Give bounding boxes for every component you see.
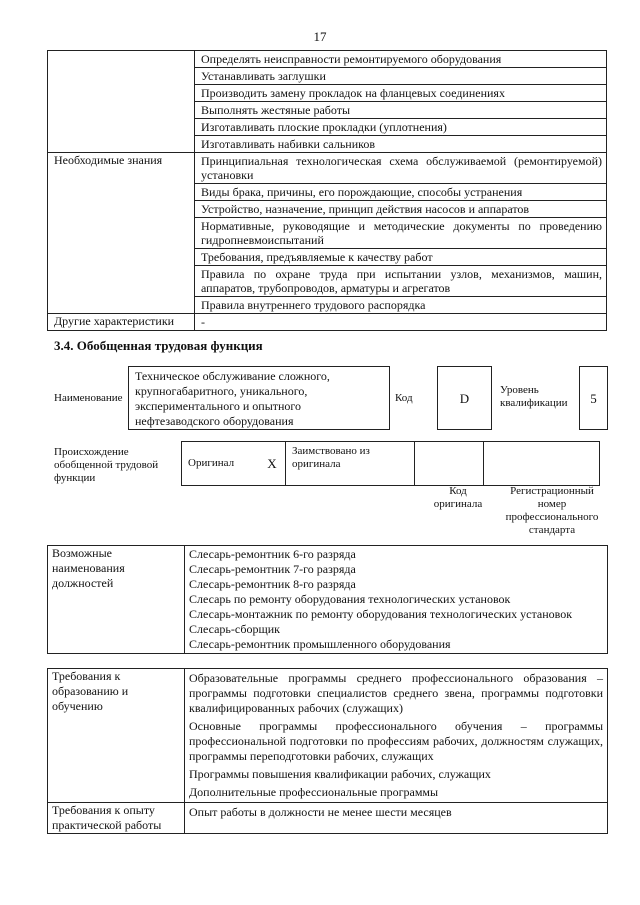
knowledge-item: Правила внутреннего трудового распорядка bbox=[195, 297, 607, 314]
positions-table bbox=[47, 545, 608, 654]
original-label: Оригинал bbox=[182, 442, 260, 486]
position-item: Слесарь-ремонтник промышленного оборудования bbox=[189, 637, 451, 651]
code-value: D bbox=[437, 366, 492, 430]
skill-item: Определять неисправности ремонтируемого оборудования bbox=[195, 51, 607, 68]
education-label: Требования к образованию и обучению bbox=[48, 669, 185, 803]
skill-item: Изготавливать набивки сальников bbox=[195, 136, 607, 153]
code-label: Код bbox=[395, 392, 413, 404]
skill-item: Выполнять жестяные работы bbox=[195, 102, 607, 119]
skill-item: Устанавливать заглушки bbox=[195, 68, 607, 85]
education-item: Основные программы профессионального обучения – программы профессиональной подготовки по профессиям рабочих, должностям служащих, программы переподготовки рабочих, служащих bbox=[189, 719, 603, 763]
education-item: Программы повышения квалификации рабочих, служащих bbox=[189, 767, 491, 781]
knowledge-label: Необходимые знания bbox=[48, 153, 195, 314]
knowledge-item: Устройство, назначение, принцип действия насосов и аппаратов bbox=[195, 201, 607, 218]
education-item: Дополнительные профессиональные программы bbox=[189, 785, 439, 799]
knowledge-item: Принципиальная технологическая схема обслуживаемой (ремонтируемой) установки bbox=[195, 153, 607, 184]
original-code-caption: Код оригинала bbox=[433, 485, 483, 510]
knowledge-item: Правила по охране труда при испытании узлов, механизмов, машин, аппаратов, трубопроводов, арматуры и агрегатов bbox=[195, 266, 607, 297]
knowledge-item: Требования, предъявляемые к качеству работ bbox=[195, 249, 607, 266]
position-item: Слесарь-ремонтник 8-го разряда bbox=[189, 577, 356, 591]
positions-label: Возможные наименования должностей bbox=[48, 546, 185, 654]
registration-number-caption: Регистрационный номер профессионального стандарта bbox=[505, 485, 599, 536]
section-title: 3.4. Обобщенная трудовая функция bbox=[54, 338, 263, 353]
knowledge-item: Нормативные, руководящие и методические документы по проведению гидропневмоиспытаний bbox=[195, 218, 607, 249]
level-value: 5 bbox=[579, 366, 608, 430]
position-item: Слесарь-монтажник по ремонту оборудования технологических установок bbox=[189, 607, 573, 621]
skill-item: Изготавливать плоские прокладки (уплотнения) bbox=[195, 119, 607, 136]
experience-label: Требования к опыту практической работы bbox=[48, 803, 185, 834]
name-value: Техническое обслуживание сложного, крупногабаритного, уникального, экспериментального и опытного нефтезаводского оборудования bbox=[128, 366, 390, 430]
experience-value: Опыт работы в должности не менее шести месяцев bbox=[185, 803, 608, 834]
positions-list bbox=[185, 546, 608, 654]
knowledge-item: Виды брака, причины, его порождающие, способы устранения bbox=[195, 184, 607, 201]
position-item: Слесарь по ремонту оборудования технологических установок bbox=[189, 592, 511, 606]
other-characteristics-value: - bbox=[195, 314, 607, 331]
position-item: Слесарь-ремонтник 6-го разряда bbox=[189, 547, 356, 561]
page-number: 17 bbox=[313, 29, 327, 44]
skill-item: Производить замену прокладок на фланцевых соединениях bbox=[195, 85, 607, 102]
education-item: Образовательные программы среднего профессионального образования – программы подготовки специалистов среднего звена, программы подготовки квалифицированных рабочих (служащих) bbox=[189, 671, 603, 715]
position-item: Слесарь-сборщик bbox=[189, 622, 280, 636]
origin-label: Происхождение обобщенной трудовой функции bbox=[54, 446, 159, 484]
position-item: Слесарь-ремонтник 7-го разряда bbox=[189, 562, 356, 576]
level-label: Уровень квалификации bbox=[500, 384, 568, 409]
skills-label-cell bbox=[48, 51, 195, 153]
original-mark: X bbox=[259, 442, 286, 486]
education-list bbox=[185, 669, 608, 803]
requirements-table bbox=[47, 668, 608, 834]
skills-knowledge-table bbox=[47, 50, 607, 331]
other-characteristics-label: Другие характеристики bbox=[48, 314, 195, 331]
borrowed-label: Заимствовано из оригинала bbox=[286, 442, 415, 486]
name-label: Наименование bbox=[54, 392, 123, 404]
origin-table bbox=[181, 441, 600, 486]
registration-number-cell bbox=[484, 442, 600, 486]
original-code-cell bbox=[415, 442, 484, 486]
